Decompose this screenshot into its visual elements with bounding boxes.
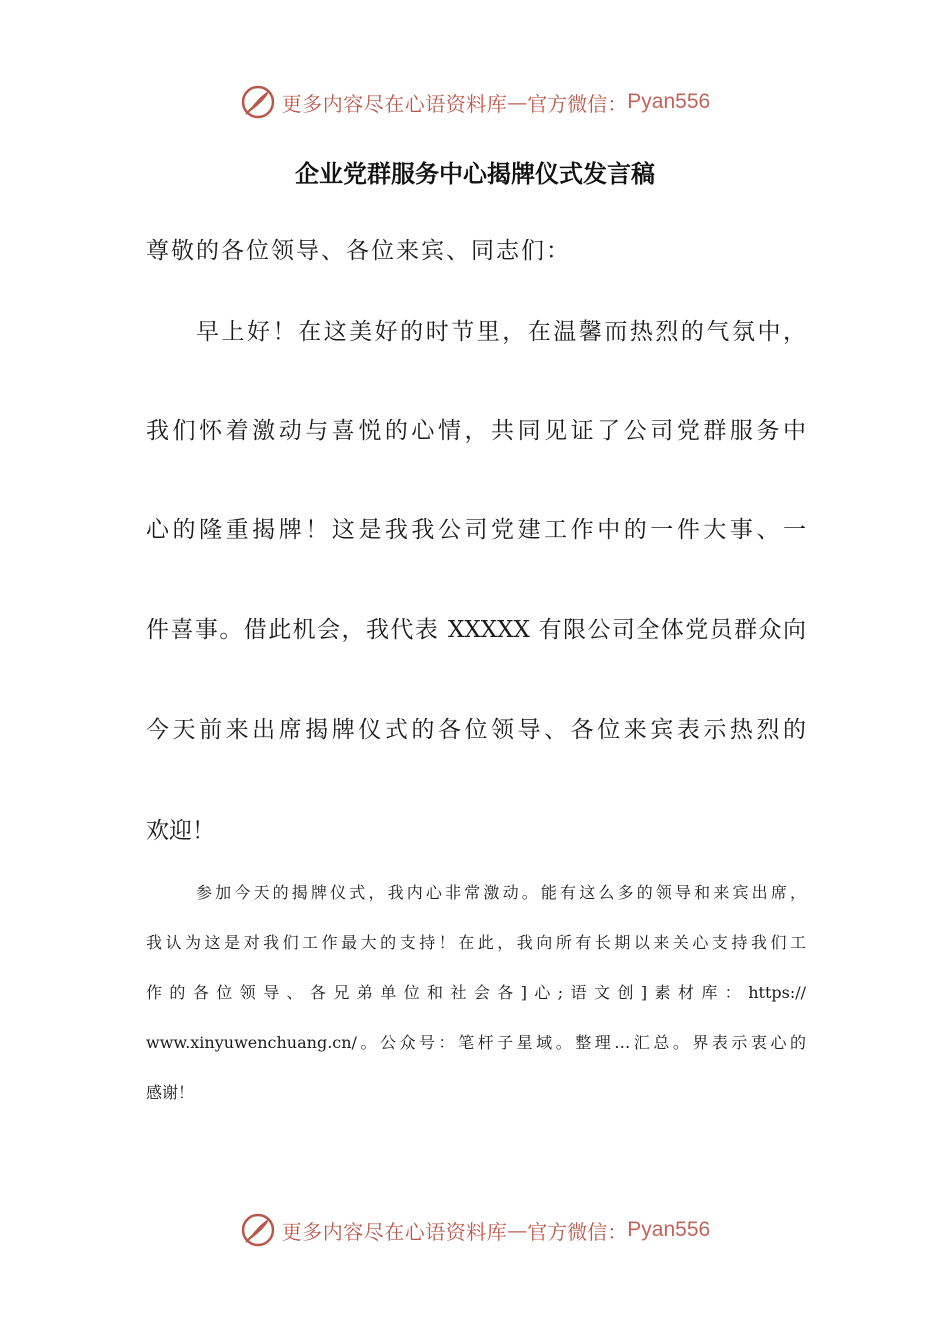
paragraph1-line: 欢迎！ — [146, 818, 215, 844]
quill-logo-icon — [240, 84, 276, 120]
watermark-site-text: 更多内容尽在心语资料库 — [281, 91, 508, 116]
watermark-site-text: 更多内容尽在心语资料库 — [281, 1219, 508, 1244]
paragraph2-line: 我认为这是对我们工作最大的支持！在此，我向所有长期以来关心支持我们工 — [146, 933, 806, 952]
header-watermark-banner — [0, 82, 950, 122]
watermark-wechat-label: 官方微信： — [527, 1219, 628, 1244]
document-title: 企业党群服务中心揭牌仪式发言稿 — [295, 159, 655, 188]
footer-watermark-banner — [0, 1210, 950, 1250]
watermark-wechat-id: Pyan556 — [627, 90, 711, 113]
paragraph1-line: 我们怀着激动与喜悦的心情，共同见证了公司党群服务中 — [146, 418, 806, 444]
watermark-separator: — — [507, 90, 528, 114]
paragraph1-line: 今天前来出席揭牌仪式的各位领导、各位来宾表示热烈的 — [146, 717, 806, 743]
watermark-wechat-label: 官方微信： — [527, 91, 628, 116]
paragraph2-line: 作的各位领导、各兄弟单位和社会各]心;语文创]素材库：https:// — [146, 983, 806, 1002]
paragraph1-line: 件喜事。借此机会，我代表 XXXXX 有限公司全体党员群众向 — [146, 617, 806, 643]
paragraph2-line: 感谢！ — [146, 1083, 195, 1102]
paragraph2-line: 参加今天的揭牌仪式，我内心非常激动。能有这么多的领导和来宾出席， — [196, 883, 806, 902]
watermark-wechat-id: Pyan556 — [627, 1218, 711, 1241]
paragraph1-line: 早上好！在这美好的时节里，在温馨而热烈的气氛中， — [196, 319, 806, 345]
quill-logo-icon — [240, 1212, 276, 1248]
greeting-line: 尊敬的各位领导、各位来宾、同志们： — [146, 238, 571, 264]
paragraph1-line: 心的隆重揭牌！这是我我公司党建工作中的一件大事、一 — [146, 517, 806, 543]
watermark-separator: — — [507, 1218, 528, 1242]
paragraph2-line: www.xinyuwenchuang.cn/。公众号：笔杆子星域。整理…汇总。界表示衷心的 — [146, 1033, 806, 1052]
